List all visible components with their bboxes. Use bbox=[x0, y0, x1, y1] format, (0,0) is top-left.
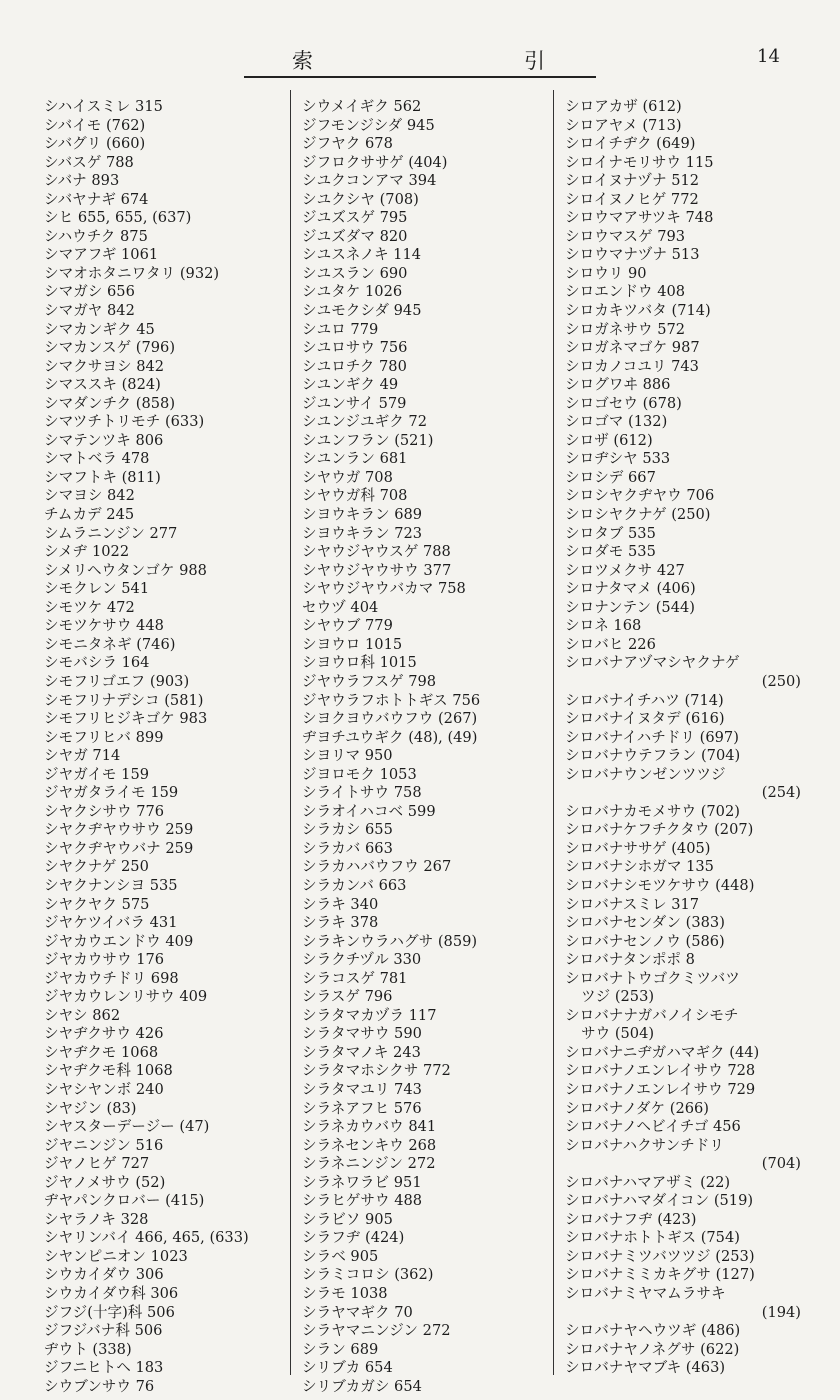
index-entry: シマフトキ (811) bbox=[44, 468, 161, 486]
index-entry: シロエンドウ 408 bbox=[565, 283, 686, 301]
index-entry: シウメイギク 562 bbox=[302, 98, 422, 115]
index-entry: シユンフラン (521) bbox=[302, 431, 434, 449]
index-entry: シユロサウ 756 bbox=[302, 339, 408, 357]
index-entry: シヤリンバイ 466, 465, (633) bbox=[44, 1229, 249, 1247]
index-entry: シマトベラ 478 bbox=[44, 450, 150, 468]
column-divider bbox=[553, 90, 554, 1375]
index-entry: シマクサヨシ 842 bbox=[44, 357, 165, 375]
index-entry: ジユンサイ 579 bbox=[302, 394, 407, 412]
index-entry: シロバナシホガマ 135 bbox=[565, 858, 714, 876]
index-entry: シヤヂクモ科 1068 bbox=[44, 1062, 173, 1080]
index-entry: シモクレン 541 bbox=[44, 580, 150, 598]
index-entry: シマススキ (824) bbox=[44, 376, 161, 394]
index-entry: シヤクヂヤウバナ 259 bbox=[44, 839, 194, 857]
index-entry: シロバナフヂ (423) bbox=[565, 1210, 697, 1228]
index-entry: シロシヤクヂヤウ 706 bbox=[565, 487, 715, 505]
index-entry: シロバナセンノウ (586) bbox=[565, 932, 725, 950]
index-entry: シラカンバ 663 bbox=[302, 876, 407, 894]
index-entry: シロガネサウ 572 bbox=[565, 320, 686, 338]
index-entry: シロツメクサ 427 bbox=[565, 561, 685, 579]
index-entry: (254) bbox=[761, 784, 801, 802]
index-entry: シロバナニヂガハマギク (44) bbox=[565, 1043, 760, 1061]
index-entry: シロカキツバタ (714) bbox=[565, 302, 711, 320]
index-entry: シヤウジヤウスゲ 788 bbox=[302, 543, 451, 561]
index-entry: シロゴマ (132) bbox=[565, 413, 668, 431]
index-entry: シラヤマギク 70 bbox=[302, 1303, 413, 1321]
index-column-1 bbox=[44, 98, 284, 1398]
index-entry: シラカハバウフウ 267 bbox=[302, 858, 452, 876]
index-entry: シマツチトリモチ (633) bbox=[44, 413, 205, 431]
index-entry: ジヤガタライモ 159 bbox=[44, 784, 179, 802]
index-entry: シロバナセンダン (383) bbox=[565, 914, 725, 932]
index-entry: ツジ (253) bbox=[581, 988, 655, 1006]
header-rule bbox=[244, 76, 596, 78]
index-entry: シユタケ 1026 bbox=[302, 283, 403, 301]
index-entry: シロバナシモツケサウ (448) bbox=[565, 876, 755, 894]
index-entry: シラカシ 655 bbox=[302, 821, 393, 839]
index-entry: シラネアフヒ 576 bbox=[302, 1099, 422, 1117]
index-entry: シモフリゴエフ (903) bbox=[44, 672, 190, 690]
index-entry: シロタブ 535 bbox=[565, 524, 656, 542]
index-entry: シロバナミヤマムラサキ bbox=[565, 1285, 726, 1302]
index-entry: ジヤカウチドリ 698 bbox=[44, 969, 179, 987]
index-entry: ヂヤパンクロバー (415) bbox=[44, 1192, 205, 1210]
index-entry: ジユズダマ 820 bbox=[302, 227, 408, 245]
index-entry: シラフヂ (424) bbox=[302, 1229, 405, 1247]
index-entry: シモニタネギ (746) bbox=[44, 635, 176, 653]
index-entry: シラベ 905 bbox=[302, 1247, 379, 1265]
index-entry: シロイヌナヅナ 512 bbox=[565, 172, 700, 190]
index-entry: シヤジン (83) bbox=[44, 1099, 137, 1117]
index-entry: シロアカザ (612) bbox=[565, 98, 682, 115]
index-entry: シヤスターデージー (47) bbox=[44, 1118, 210, 1136]
index-entry: シロバナノエンレイサウ 728 bbox=[565, 1062, 756, 1080]
index-entry: シリブカ 654 bbox=[302, 1359, 393, 1377]
index-entry: シヤクナゲ 250 bbox=[44, 858, 149, 876]
index-entry: シラネワラビ 951 bbox=[302, 1173, 422, 1191]
index-entry: シムラニンジン 277 bbox=[44, 524, 178, 542]
index-entry: シヨリマ 950 bbox=[302, 747, 393, 765]
index-entry: シロバナヤヘウツギ (486) bbox=[565, 1322, 741, 1340]
index-entry: セウヅ 404 bbox=[302, 598, 379, 616]
index-entry: シユロ 779 bbox=[302, 320, 379, 338]
index-entry: シバイモ (762) bbox=[44, 116, 146, 134]
index-entry: シモバシラ 164 bbox=[44, 654, 150, 672]
index-entry: シヤガ 714 bbox=[44, 747, 121, 765]
index-entry: シヤウジヤウバカマ 758 bbox=[302, 580, 466, 598]
index-entry: シロバナウンゼンツツジ bbox=[565, 765, 726, 783]
index-entry: シモツケサウ 448 bbox=[44, 617, 164, 635]
index-entry: シロザ (612) bbox=[565, 431, 653, 449]
index-entry: シロダモ 535 bbox=[565, 543, 656, 561]
index-entry: シロバナノダケ (266) bbox=[565, 1099, 709, 1117]
index-entry: シユロチク 780 bbox=[302, 357, 407, 375]
index-entry: シユクシヤ (708) bbox=[302, 190, 419, 208]
index-entry: シヨウキラン 689 bbox=[302, 506, 423, 524]
index-column-3 bbox=[565, 98, 805, 1398]
index-entry: シラカバ 663 bbox=[302, 839, 393, 857]
index-entry: シロバナスミレ 317 bbox=[565, 895, 700, 913]
index-entry: シロガネマゴケ 987 bbox=[565, 339, 700, 357]
index-entry: ジヨロモク 1053 bbox=[302, 765, 417, 783]
index-entry: シロアヤメ (713) bbox=[565, 116, 682, 134]
index-entry: シヨウロ科 1015 bbox=[302, 654, 417, 672]
index-entry: シマガシ 656 bbox=[44, 283, 135, 301]
index-entry: シロバナトウゴクミツバツ bbox=[565, 969, 740, 987]
index-entry: シヤクヤク 575 bbox=[44, 895, 150, 913]
page-number: 14 bbox=[757, 46, 780, 67]
index-entry: (194) bbox=[761, 1303, 801, 1321]
index-entry: シヤクナンシヨ 535 bbox=[44, 876, 178, 894]
index-entry: ジヤニンジン 516 bbox=[44, 1136, 164, 1154]
index-entry: ジヤケツイバラ 431 bbox=[44, 914, 178, 932]
index-entry: シユスネノキ 114 bbox=[302, 246, 422, 264]
index-entry: シモフリヒジキゴケ 983 bbox=[44, 710, 208, 728]
index-entry: ジフモンジシダ 945 bbox=[302, 116, 435, 134]
index-entry: シハイスミレ 315 bbox=[44, 98, 163, 115]
index-entry: ジフジバナ科 506 bbox=[44, 1322, 163, 1340]
index-entry: シロウマアサツキ 748 bbox=[565, 209, 714, 227]
index-entry: シヒ 655, 655, (637) bbox=[44, 209, 192, 227]
index-entry: シヤシ 862 bbox=[44, 1006, 121, 1024]
header-title-right: 引 bbox=[524, 49, 545, 73]
index-entry: ジヤノメサウ (52) bbox=[44, 1173, 166, 1191]
index-entry: シラキ 378 bbox=[302, 914, 379, 932]
index-entry: シヤウブ 779 bbox=[302, 617, 393, 635]
index-entry: シロヂシヤ 533 bbox=[565, 450, 671, 468]
index-entry: シユスラン 690 bbox=[302, 264, 408, 282]
index-entry: シロバナアヅマシヤクナゲ bbox=[565, 654, 740, 672]
index-entry: シロイチヂク (649) bbox=[565, 135, 696, 153]
index-entry: シメリヘウタンゴケ 988 bbox=[44, 561, 207, 579]
index-entry: シハウチク 875 bbox=[44, 227, 148, 245]
index-entry: シロシヤクナゲ (250) bbox=[565, 506, 711, 524]
index-entry: シラタマホシクサ 772 bbox=[302, 1062, 451, 1080]
index-entry: シロナンテン (544) bbox=[565, 598, 695, 616]
index-entry: シラタマノキ 243 bbox=[302, 1043, 421, 1061]
index-entry: シモフリヒバ 899 bbox=[44, 728, 164, 746]
index-entry: シヨウロ 1015 bbox=[302, 635, 403, 653]
index-entry: シラビソ 905 bbox=[302, 1210, 393, 1228]
index-entry: シヤウジヤウサウ 377 bbox=[302, 561, 452, 579]
index-column-2 bbox=[302, 98, 548, 1398]
index-entry: ジフジ(十字)科 506 bbox=[44, 1303, 175, 1321]
index-entry: ヂウト (338) bbox=[44, 1340, 132, 1358]
index-entry: シバナ 893 bbox=[44, 172, 120, 190]
index-entry: シユクコンアマ 394 bbox=[302, 172, 437, 190]
index-entry: シヨウキラン 723 bbox=[302, 524, 423, 542]
index-entry: シラコスゲ 781 bbox=[302, 969, 408, 987]
index-entry: シロバナカモメサウ (702) bbox=[565, 802, 740, 820]
index-entry: ジヤカウレンリサウ 409 bbox=[44, 988, 208, 1006]
index-entry: シロバナウテフラン (704) bbox=[565, 747, 741, 765]
index-entry: シラモ 1038 bbox=[302, 1285, 388, 1302]
index-entry: シヤクシサウ 776 bbox=[44, 802, 165, 820]
index-entry: シロナタマメ (406) bbox=[565, 580, 696, 598]
index-entry: シマアフギ 1061 bbox=[44, 246, 159, 264]
index-entry: シロバナイハチドリ (697) bbox=[565, 728, 739, 746]
index-entry: シラヤマニンジン 272 bbox=[302, 1322, 451, 1340]
index-entry: シマカンスゲ (796) bbox=[44, 339, 176, 357]
index-entry: ジヤノヒゲ 727 bbox=[44, 1155, 150, 1173]
index-entry: シロゴセウ (678) bbox=[565, 394, 682, 412]
index-entry: シウブンサウ 76 bbox=[44, 1377, 155, 1395]
index-entry: シマオホタニワタリ (932) bbox=[44, 264, 220, 282]
index-entry: ジヤカウサウ 176 bbox=[44, 951, 165, 969]
index-entry: シライトサウ 758 bbox=[302, 784, 422, 802]
index-entry: ジフニヒトヘ 183 bbox=[44, 1359, 164, 1377]
index-entry: ジヤウラフホトトギス 756 bbox=[302, 691, 481, 709]
index-entry: シモフリナデシコ (581) bbox=[44, 691, 204, 709]
index-entry: シマテンツキ 806 bbox=[44, 431, 164, 449]
index-entry: シユンギク 49 bbox=[302, 376, 399, 394]
index-entry: シラタマユリ 743 bbox=[302, 1080, 422, 1098]
index-entry: ジヤカウエンドウ 409 bbox=[44, 932, 194, 950]
index-entry: チムカデ 245 bbox=[44, 506, 135, 524]
index-entry: シヤヂクモ 1068 bbox=[44, 1043, 159, 1061]
index-entry: シラキンウラハグサ (859) bbox=[302, 932, 478, 950]
index-entry: シロウマナヅナ 513 bbox=[565, 246, 700, 264]
index-entry: ジフヤク 678 bbox=[302, 135, 393, 153]
index-entry: シマカンギク 45 bbox=[44, 320, 155, 338]
index-entry: シロカノコユリ 743 bbox=[565, 357, 699, 375]
index-entry: シラクチヅル 330 bbox=[302, 951, 422, 969]
index-entry: シログワヰ 886 bbox=[565, 376, 671, 394]
index-entry: (250) bbox=[761, 672, 801, 690]
index-entry: シロイナモリサウ 115 bbox=[565, 153, 714, 171]
index-entry: ジユズスゲ 795 bbox=[302, 209, 408, 227]
index-entry: シリブカガシ 654 bbox=[302, 1377, 422, 1395]
index-entry: シバスゲ 788 bbox=[44, 153, 134, 171]
index-entry: シロバナハマダイコン (519) bbox=[565, 1192, 754, 1210]
index-entry: シラミコロシ (362) bbox=[302, 1266, 434, 1284]
index-entry: シロバナヤノネグサ (622) bbox=[565, 1340, 740, 1358]
index-entry: シロバナミツバツツジ (253) bbox=[565, 1247, 755, 1265]
index-entry: シヤシヤンボ 240 bbox=[44, 1080, 164, 1098]
index-entry: シモツケ 472 bbox=[44, 598, 135, 616]
index-entry: シロバナササゲ (405) bbox=[565, 839, 711, 857]
index-entry: シユンジユギク 72 bbox=[302, 413, 428, 431]
index-entry: シマダンチク (858) bbox=[44, 394, 176, 412]
index-entry: ジヤガイモ 159 bbox=[44, 765, 150, 783]
index-entry: シヨクヨウバウフウ (267) bbox=[302, 710, 478, 728]
index-entry: シロバナホトトギス (754) bbox=[565, 1229, 740, 1247]
index-entry: シラタマサウ 590 bbox=[302, 1025, 422, 1043]
index-entry: シラキ 340 bbox=[302, 895, 379, 913]
index-entry: シラネセンキウ 268 bbox=[302, 1136, 437, 1154]
index-entry: ジヤウラフスゲ 798 bbox=[302, 672, 437, 690]
index-entry: シヤラノキ 328 bbox=[44, 1210, 149, 1228]
index-entry: シラン 689 bbox=[302, 1340, 379, 1358]
page-header bbox=[250, 44, 600, 76]
index-entry: シヤウガ 708 bbox=[302, 468, 393, 486]
index-entry: シラオイハコベ 599 bbox=[302, 802, 436, 820]
index-entry: シマガヤ 842 bbox=[44, 302, 135, 320]
index-entry: シラタマカヅラ 117 bbox=[302, 1006, 437, 1024]
index-entry: シバグリ (660) bbox=[44, 135, 146, 153]
index-entry: シバヤナギ 674 bbox=[44, 190, 149, 208]
index-entry: ジフロクササゲ (404) bbox=[302, 153, 448, 171]
index-entry: シロバヒ 226 bbox=[565, 635, 656, 653]
column-divider bbox=[290, 90, 291, 1375]
index-entry: シロウマスゲ 793 bbox=[565, 227, 686, 245]
index-entry: シヤンピニオン 1023 bbox=[44, 1247, 188, 1265]
index-entry: シマヨシ 842 bbox=[44, 487, 135, 505]
index-entry: シロバナミミカキグサ (127) bbox=[565, 1266, 755, 1284]
index-entry: (704) bbox=[761, 1155, 801, 1173]
index-entry: シユンラン 681 bbox=[302, 450, 408, 468]
header-title-left: 索 bbox=[292, 49, 313, 73]
index-entry: シロバナイヌタデ (616) bbox=[565, 710, 725, 728]
index-entry: シラネニンジン 272 bbox=[302, 1155, 436, 1173]
index-entry: シウカイダウ科 306 bbox=[44, 1285, 179, 1302]
index-entry: シロイヌノヒゲ 772 bbox=[565, 190, 699, 208]
index-entry: シロネ 168 bbox=[565, 617, 642, 635]
index-entry: サウ (504) bbox=[581, 1025, 655, 1043]
index-entry: シロバナハマアザミ (22) bbox=[565, 1173, 731, 1191]
index-entry: シウカイダウ 306 bbox=[44, 1266, 164, 1284]
index-entry: シロバナナガバノイシモチ bbox=[565, 1006, 739, 1024]
index-entry: シラスゲ 796 bbox=[302, 988, 393, 1006]
index-entry: シロバナノエンレイサウ 729 bbox=[565, 1080, 756, 1098]
index-entry: シロバナハクサンチドリ bbox=[565, 1136, 724, 1154]
index-entry: シヤヂクサウ 426 bbox=[44, 1025, 164, 1043]
index-entry: シラヒゲサウ 488 bbox=[302, 1192, 423, 1210]
index-entry: シヤウガ科 708 bbox=[302, 487, 408, 505]
index-entry: シロバナノヘビイチゴ 456 bbox=[565, 1118, 741, 1136]
index-entry: シロバナケフチクタウ (207) bbox=[565, 821, 754, 839]
index-entry: シロバナヤマブキ (463) bbox=[565, 1359, 726, 1377]
index-entry: ヂヨチユウギク (48), (49) bbox=[302, 728, 478, 746]
index-entry: シユモクシダ 945 bbox=[302, 302, 422, 320]
index-entry: シロシデ 667 bbox=[565, 468, 656, 486]
index-entry: シヤクヂヤウサウ 259 bbox=[44, 821, 194, 839]
index-entry: シラネカウバウ 841 bbox=[302, 1118, 437, 1136]
index-entry: シロバナイチハツ (714) bbox=[565, 691, 724, 709]
index-entry: シメヂ 1022 bbox=[44, 543, 130, 561]
index-entry: シロバナタンポポ 8 bbox=[565, 951, 695, 969]
index-entry: シロウリ 90 bbox=[565, 264, 647, 282]
